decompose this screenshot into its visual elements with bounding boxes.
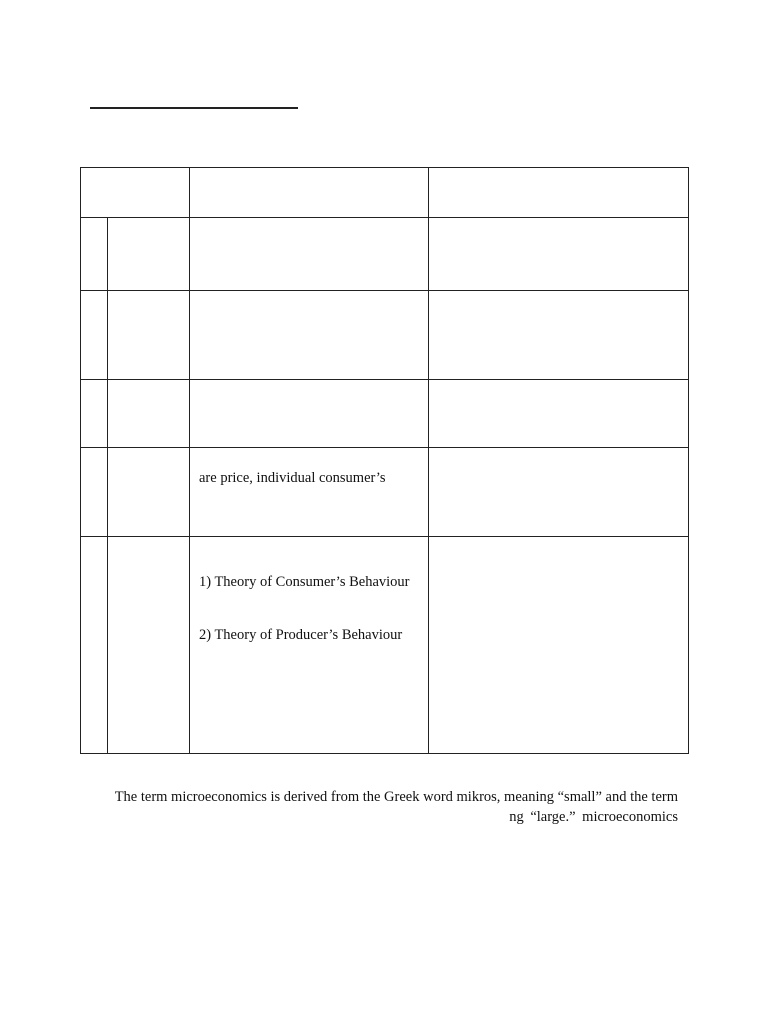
row-basis-cell <box>108 448 190 537</box>
row-macro-cell <box>429 218 689 291</box>
row-basis-cell <box>108 218 190 291</box>
intro-paragraph <box>90 787 678 827</box>
heading-underline <box>90 107 298 109</box>
table-row <box>81 218 689 291</box>
theory-consumer-item: 1) Theory of Consumer’s Behaviour <box>199 574 410 590</box>
comparison-table <box>80 167 689 754</box>
header-cell-basis <box>81 168 190 218</box>
row-basis-cell <box>108 380 190 448</box>
table-header-row <box>81 168 689 218</box>
row-number-cell <box>81 291 108 380</box>
row-number-cell <box>81 218 108 291</box>
header-cell-microeconomics <box>190 168 429 218</box>
table-row <box>81 380 689 448</box>
header-cell-macroeconomics <box>429 168 689 218</box>
table-row <box>81 448 689 537</box>
row-micro-cell <box>190 448 429 537</box>
row-basis-cell <box>108 537 190 754</box>
row-number-cell <box>81 448 108 537</box>
row-basis-cell <box>108 291 190 380</box>
row-micro-cell <box>190 218 429 291</box>
paragraph-line-2: ng “large.” microeconomics <box>509 809 678 825</box>
row-micro-cell <box>190 537 429 754</box>
paragraph-line-1: The term microeconomics is derived from the Greek word mikros, meaning “small” and the term <box>114 789 678 805</box>
row-macro-cell <box>429 380 689 448</box>
row-macro-cell <box>429 537 689 754</box>
row-number-cell <box>81 380 108 448</box>
theory-producer-item: 2) Theory of Producer’s Behaviour <box>199 627 403 644</box>
row-macro-cell <box>429 291 689 380</box>
row-number-cell <box>81 537 108 754</box>
table-row <box>81 537 689 754</box>
micro-cell-text: are price, individual consumer’s <box>199 470 386 486</box>
table-row <box>81 291 689 380</box>
row-micro-cell <box>190 380 429 448</box>
row-macro-cell <box>429 448 689 537</box>
row-micro-cell <box>190 291 429 380</box>
